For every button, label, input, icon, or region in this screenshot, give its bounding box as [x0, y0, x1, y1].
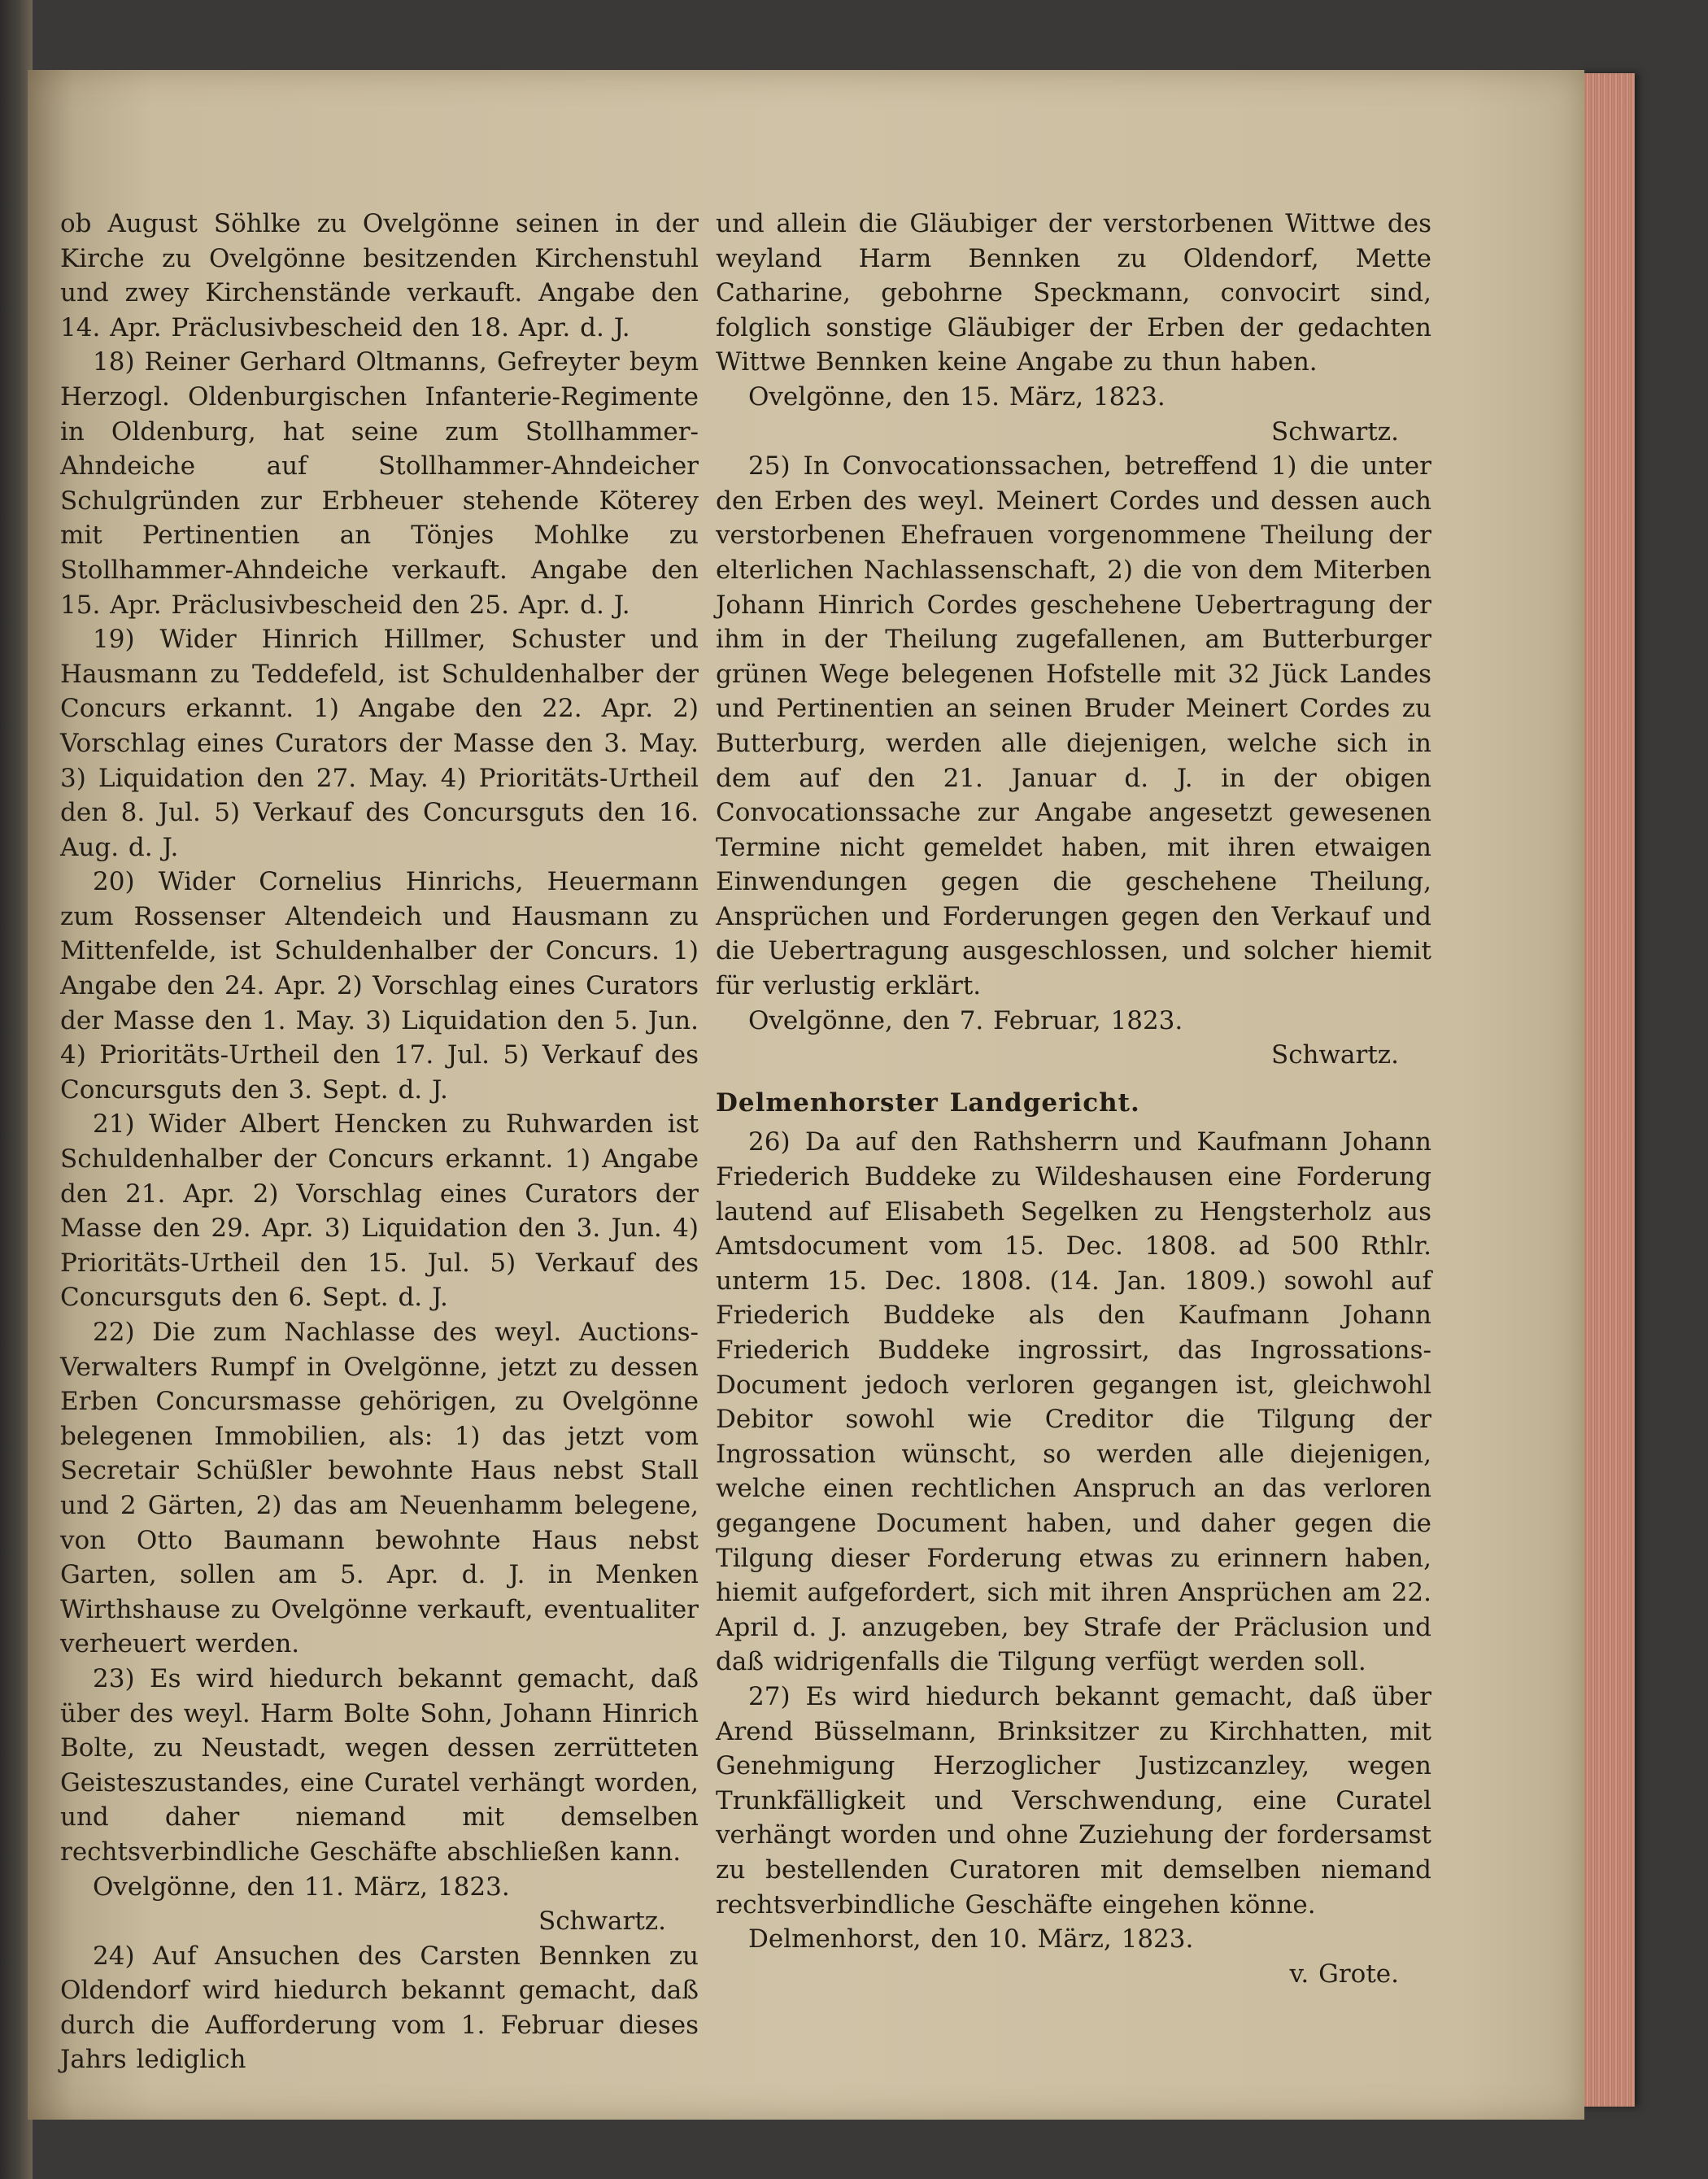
- notice-24-continuation: und allein die Gläubiger der verstorbenen Wittwe des weyland Harm Bennken zu Oldendorf, Mette Catharine, gebohrne Speckmann, convocirt sind, folglich sonstige Gläubiger der Erben der gedachten Wittwe Bennken keine Angabe zu thun haben.: [716, 209, 1431, 377]
- notice-24-date: Ovelgönne, den 15. März, 1823.: [748, 381, 1166, 412]
- notice-20: 20) Wider Cornelius Hinrichs, Heuermann zum Rossenser Altendeich und Hausmann zu Mittenfelde, ist Schuldenhalber der Concurs. 1) Angabe den 24. Apr. 2) Vorschlag eines Curators der Masse den 1. May. 3) Liquidation den 5. Jun. 4) Prioritäts-Urtheil den 17. Jul. 5) Verkauf des Concursguts den 3. Sept. d. J.: [60, 867, 699, 1105]
- notice-21: 21) Wider Albert Hencken zu Ruhwarden ist Schuldenhalber der Concurs erkannt. 1) Angabe den 21. Apr. 2) Vorschlag eines Curators der Masse den 29. Apr. 3) Liquidation den 3. Jun. 4) Prioritäts-Urtheil den 15. Jul. 5) Verkauf des Concursguts den 6. Sept. d. J.: [60, 1109, 699, 1313]
- notice-24-signature: Schwartz.: [1270, 416, 1399, 447]
- notice-25-date: Ovelgönne, den 7. Februar, 1823.: [748, 1005, 1183, 1035]
- book-page: [28, 70, 1584, 2120]
- notice-25: 25) In Convocationssachen, betreffend 1) die unter den Erben des weyl. Meinert Cordes und dessen auch verstorbenen Ehefrauen vorgenommene Theilung der elterlichen Nachlassenschaft, 2) die von dem Miterben Johann Hinrich Cordes geschehene Uebertragung der ihm in der Theilung zugefallenen, am Butterburger grünen Wege belegenen Hofstelle mit 32 Jück Landes und Pertinentien an seinen Bruder Meinert Cordes zu Butterburg, werden alle diejenigen, welche sich in dem auf den 21. Januar d. J. in der obigen Convocationssache zur Angabe angesetzt gewesenen Termine nicht gemeldet haben, mit ihren etwaigen Einwendungen gegen die geschehene Theilung, Ansprüchen und Forderungen gegen den Verkauf und die Uebertragung ausgeschlossen, und solcher hiemit für verlustig erklärt.: [716, 451, 1431, 1001]
- notice-25-signature: Schwartz.: [1270, 1040, 1399, 1070]
- page-edges: [1578, 73, 1635, 2107]
- notice-27: 27) Es wird hiedurch bekannt gemacht, daß über Arend Büsselmann, Brinksitzer zu Kirchhatten, mit Genehmigung Herzoglicher Justizcanzley, wegen Trunkfälligkeit und Verschwendung, eine Curatel verhängt worden und ohne Zuziehung der fordersamst zu bestellenden Curatoren mit demselben niemand rechtsverbindliche Geschäfte eingehen könne.: [716, 1681, 1431, 1920]
- notice-22: 22) Die zum Nachlasse des weyl. Auctions-Verwalters Rumpf in Ovelgönne, jetzt zu dessen Erben Concursmasse gehörigen, zu Ovelgönne belegenen Immobilien, als: 1) das jetzt vom Secretair Schüßler bewohnte Haus nebst Stall und 2 Gärten, 2) das am Neuenhamm belegene, von Otto Baumann bewohnte Haus nebst Garten, sollen am 5. Apr. d. J. in Menken Wirthshause zu Ovelgönne verkauft, eventualiter verheuert werden.: [60, 1318, 699, 1659]
- notice-18: 18) Reiner Gerhard Oltmanns, Gefreyter beym Herzogl. Oldenburgischen Infanterie-Regimente in Oldenburg, hat seine zum Stollhammer-Ahndeiche auf Stollhammer-Ahndeicher Schulgründen zur Erbheuer stehende Köterey mit Pertinentien an Tönjes Mohlke zu Stollhammer-Ahndeiche verkauft. Angabe den 15. Apr. Präclusivbescheid den 25. Apr. d. J.: [60, 347, 699, 620]
- notice-continuation: ob August Söhlke zu Ovelgönne seinen in der Kirche zu Ovelgönne besitzenden Kirchenstuhl und zwey Kirchenstände verkauft. Angabe den 14. Apr. Präclusivbescheid den 18. Apr. d. J.: [60, 209, 699, 342]
- right-column: [716, 207, 1431, 1991]
- notice-23-date: Ovelgönne, den 11. März, 1823.: [93, 1872, 510, 1902]
- section-heading: Delmenhorster Landgericht.: [716, 1087, 1140, 1118]
- left-column: [60, 207, 699, 2077]
- notice-24: 24) Auf Ansuchen des Carsten Bennken zu Oldendorf wird hiedurch bekannt gemacht, daß durch die Aufforderung vom 1. Februar dieses Jahrs lediglich: [60, 1941, 699, 2075]
- notice-19: 19) Wider Hinrich Hillmer, Schuster und Hausmann zu Teddefeld, ist Schuldenhalber der Concurs erkannt. 1) Angabe den 22. Apr. 2) Vorschlag eines Curators der Masse den 3. May. 3) Liquidation den 27. May. 4) Prioritäts-Urtheil den 8. Jul. 5) Verkauf des Concursguts den 16. Aug. d. J.: [60, 625, 699, 862]
- notice-27-signature: v. Grote.: [1289, 1959, 1399, 1989]
- notice-23: 23) Es wird hiedurch bekannt gemacht, daß über des weyl. Harm Bolte Sohn, Johann Hinrich Bolte, zu Neustadt, wegen dessen zerrütteten Geisteszustandes, eine Curatel verhängt worden, und daher niemand mit demselben rechtsverbindliche Geschäfte abschließen kann.: [60, 1663, 699, 1867]
- notice-23-signature: Schwartz.: [538, 1907, 666, 1937]
- notice-27-date: Delmenhorst, den 10. März, 1823.: [748, 1924, 1194, 1955]
- notice-26: 26) Da auf den Rathsherrn und Kaufmann Johann Friederich Buddeke zu Wildeshausen eine Forderung lautend auf Elisabeth Segelken zu Hengsterholz aus Amtsdocument vom 15. Dec. 1808. ad 500 Rthlr. unterm 15. Dec. 1808. (14. Jan. 1809.) sowohl auf Friederich Buddeke als den Kaufmann Johann Friederich Buddeke ingrossirt, das Ingrossations-Document jedoch verloren gegangen ist, gleichwohl Debitor sowohl wie Creditor die Tilgung der Ingrossation wünscht, so werden alle diejenigen, welche einen rechtlichen Anspruch an das verloren gegangene Document haben, und daher gegen die Tilgung dieser Forderung etwas zu erinnern haben, hiemit aufgefordert, sich mit ihren Ansprüchen am 22. April d. J. anzugeben, bey Strafe der Präclusion und daß widrigenfalls die Tilgung verfügt werden soll.: [716, 1127, 1431, 1677]
